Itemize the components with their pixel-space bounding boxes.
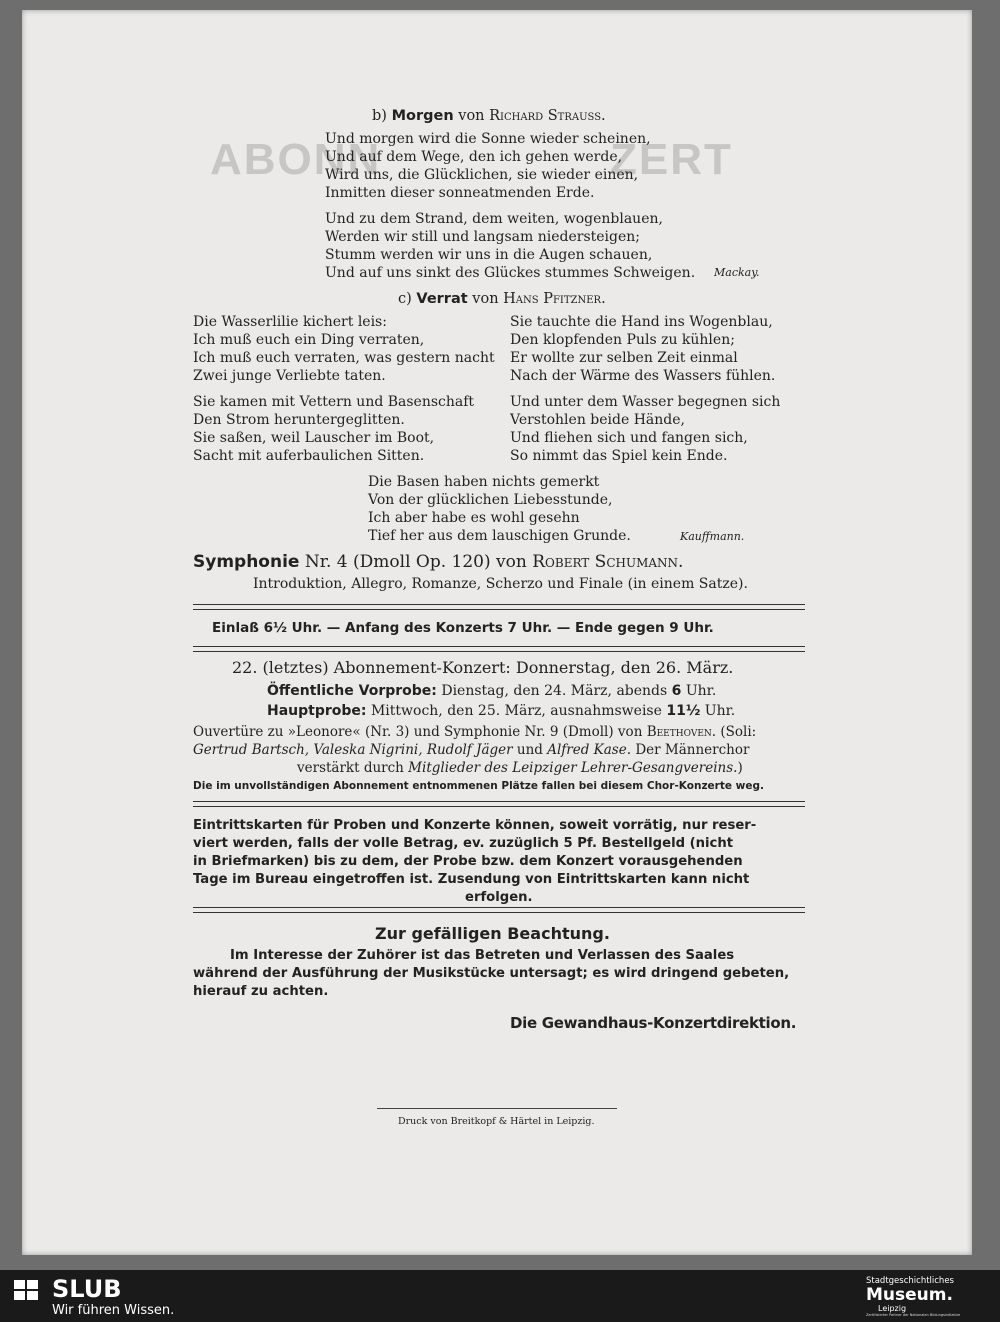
- morgen-line: Und morgen wird die Sonne wieder scheinen,: [325, 131, 651, 147]
- footer-bar: [0, 1270, 1000, 1322]
- morgen-line: Wird uns, die Glücklichen, sie wieder einen,: [325, 167, 639, 183]
- show-through-decoration: ABONN: [210, 135, 382, 184]
- verrat-left-line: Ich muß euch ein Ding verraten,: [193, 332, 425, 348]
- museum-city: Leipzig: [878, 1304, 907, 1313]
- divider: [193, 801, 805, 807]
- divider: [193, 646, 805, 652]
- verrat-left-line: Zwei junge Verliebte taten.: [193, 368, 386, 384]
- signature: Die Gewandhaus-Konzertdirektion.: [510, 1014, 797, 1032]
- museum-name[interactable]: Museum.: [866, 1285, 953, 1305]
- verrat-right-line: Sie tauchte die Hand ins Wogenblau,: [510, 314, 773, 330]
- verrat-left-line: Ich muß euch verraten, was gestern nacht: [193, 350, 495, 366]
- vorprobe-line: Öffentliche Vorprobe: Dienstag, den 24. März, abends 6 Uhr.: [267, 683, 717, 699]
- morgen-line: Werden wir still und langsam niedersteigen;: [325, 229, 641, 245]
- timing-info: Einlaß 6½ Uhr. — Anfang des Konzerts 7 Uhr. — Ende gegen 9 Uhr.: [212, 620, 714, 636]
- next-concert-headline: 22. (letztes) Abonnement-Konzert: Donnerstag, den 26. März.: [232, 658, 734, 677]
- show-through-decoration: ZERT: [610, 135, 733, 184]
- ticket-info-line: Eintrittskarten für Proben und Konzerte können, soweit vorrätig, nur reser-: [193, 818, 757, 833]
- museum-line1: Stadtgeschichtliches: [866, 1276, 954, 1286]
- choir-line: verstärkt durch Mitglieder des Leipziger Lehrer-Gesangvereins.): [297, 760, 743, 776]
- verrat-heading: c) Verrat von Hans Pfitzner.: [398, 291, 606, 307]
- slub-tagline: Wir führen Wissen.: [52, 1303, 175, 1318]
- verrat-final-line: Ich aber habe es wohl gesehn: [368, 510, 580, 526]
- morgen-heading: b) Morgen von Richard Strauss.: [372, 108, 606, 124]
- notice-line: hierauf zu achten.: [193, 984, 329, 999]
- subscription-note: Die im unvollständigen Abonnement entnommenen Plätze fallen bei diesem Chor-Konzerte weg.: [193, 780, 764, 792]
- ticket-info-line: Tage im Bureau eingetroffen ist. Zusendung von Eintrittskarten kann nicht: [193, 872, 750, 887]
- verrat-right-line: Er wollte zur selben Zeit einmal: [510, 350, 738, 366]
- divider: [193, 907, 805, 913]
- notice-heading: Zur gefälligen Beachtung.: [375, 924, 610, 943]
- verrat-left-line: Sie kamen mit Vettern und Basenschaft: [193, 394, 475, 410]
- morgen-line: Und auf dem Wege, den ich gehen werde,: [325, 149, 623, 165]
- verrat-left-line: Die Wasserlilie kichert leis:: [193, 314, 387, 330]
- slub-logo[interactable]: SLUB: [52, 1275, 122, 1303]
- printer-credit: Druck von Breitkopf & Härtel in Leipzig.: [398, 1116, 595, 1127]
- verrat-author: Kauffmann.: [680, 530, 745, 543]
- verrat-left-line: Den Strom heruntergeglitten.: [193, 412, 405, 428]
- hauptprobe-line: Hauptprobe: Mittwoch, den 25. März, ausnahmsweise 11½ Uhr.: [267, 703, 736, 719]
- slub-logo-icon: [14, 1280, 40, 1302]
- notice-line: Im Interesse der Zuhörer ist das Betreten und Verlassen des Saales: [230, 948, 735, 963]
- verrat-right-line: So nimmt das Spiel kein Ende.: [510, 448, 728, 464]
- verrat-final-line: Die Basen haben nichts gemerkt: [368, 474, 600, 490]
- morgen-line: Inmitten dieser sonneatmenden Erde.: [325, 185, 595, 201]
- morgen-author: Mackay.: [714, 266, 760, 279]
- verrat-left-line: Sacht mit auferbaulichen Sitten.: [193, 448, 425, 464]
- morgen-line: Stumm werden wir uns in die Augen schauen,: [325, 247, 653, 263]
- verrat-left-line: Sie saßen, weil Lauscher im Boot,: [193, 430, 435, 446]
- ticket-info-line: in Briefmarken) bis zu dem, der Probe bzw. dem Konzert vorausgehenden: [193, 854, 743, 869]
- ticket-info-line: viert werden, falls der volle Betrag, ev. zuzüglich 5 Pf. Bestellgeld (nicht: [193, 836, 734, 851]
- verrat-right-line: Und fliehen sich und fangen sich,: [510, 430, 748, 446]
- divider: [193, 604, 805, 610]
- printer-rule: [377, 1108, 617, 1109]
- program-line: Ouvertüre zu »Leonore« (Nr. 3) und Symphonie Nr. 9 (Dmoll) von Beethoven. (Soli:: [193, 724, 757, 740]
- ticket-info-line: erfolgen.: [465, 890, 533, 905]
- verrat-final-line: Tief her aus dem lauschigen Grunde.: [368, 528, 631, 544]
- verrat-right-line: Nach der Wärme des Wassers fühlen.: [510, 368, 776, 384]
- notice-line: während der Ausführung der Musikstücke untersagt; es wird dringend gebeten,: [193, 966, 790, 981]
- museum-partner-note: Zertifizierter Partner der Nationalen Bildungsinitiative: [866, 1313, 961, 1317]
- morgen-line: Und zu dem Strand, dem weiten, wogenblauen,: [325, 211, 663, 227]
- verrat-final-line: Von der glücklichen Liebesstunde,: [368, 492, 613, 508]
- symphony-heading: Symphonie Nr. 4 (Dmoll Op. 120) von Robert Schumann.: [193, 552, 684, 572]
- symphony-movements: Introduktion, Allegro, Romanze, Scherzo und Finale (in einem Satze).: [253, 576, 748, 592]
- soloists-line: Gertrud Bartsch, Valeska Nigrini, Rudolf Jäger und Alfred Kase. Der Männerchor: [193, 742, 750, 758]
- verrat-right-line: Den klopfenden Puls zu kühlen;: [510, 332, 735, 348]
- verrat-right-line: Und unter dem Wasser begegnen sich: [510, 394, 781, 410]
- morgen-line: Und auf uns sinkt des Glückes stummes Schweigen.: [325, 265, 696, 281]
- verrat-right-line: Verstohlen beide Hände,: [510, 412, 685, 428]
